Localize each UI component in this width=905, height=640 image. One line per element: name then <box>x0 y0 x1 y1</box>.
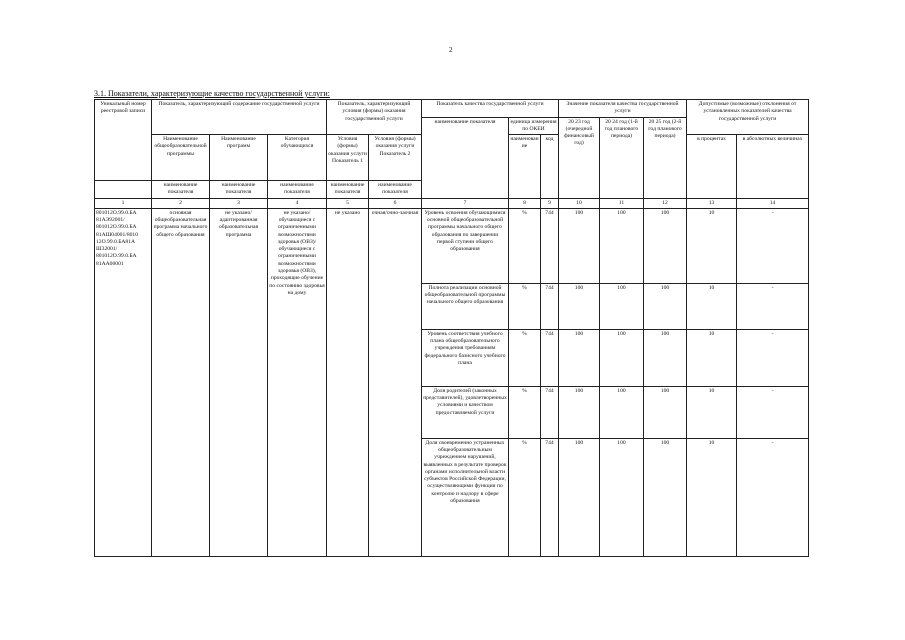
absolute-deviation-cell: - <box>737 438 809 556</box>
column-number: 9 <box>541 198 559 208</box>
indicator-name-label: наименование показателя <box>268 181 327 199</box>
unit-cell: % <box>509 386 541 438</box>
year-1-value-cell: 100 <box>559 438 600 556</box>
unit-cell: % <box>509 329 541 386</box>
header-category: Категория обучающихся <box>268 135 327 181</box>
year-3-value-cell: 100 <box>644 283 687 329</box>
header-indicator-name: наименование показателя <box>422 117 509 198</box>
year-2-value-cell: 100 <box>600 208 644 283</box>
header-cond-1: Условия (формы) оказания услуги Показатель 1 <box>327 135 369 181</box>
year-2-value-cell: 100 <box>600 386 644 438</box>
year-2-value-cell: 100 <box>600 329 644 386</box>
header-in-percent: в процентах <box>687 135 737 199</box>
header-registry-number: Уникальный номер реестровой записи <box>95 100 152 181</box>
unit-code-cell: 744 <box>541 386 559 438</box>
column-number: 12 <box>644 198 687 208</box>
year-3-value-cell: 100 <box>644 208 687 283</box>
indicator-name-cell: Доля родителей (законных представителей), удовлетворенных условиями и качеством предоставляемой услуги <box>422 386 509 438</box>
header-year-3: 20 25 год (2-й год планового периода) <box>644 117 687 198</box>
indicator-name-label: наименование показателя <box>210 181 268 199</box>
absolute-deviation-cell: - <box>737 208 809 283</box>
percent-deviation-cell: 10 <box>687 283 737 329</box>
year-2-value-cell: 100 <box>600 283 644 329</box>
page-number: 2 <box>449 46 453 54</box>
header-content-indicator: Показатель, характеризующий содержание государственной услуги <box>152 100 327 135</box>
header-cond-2: Условия (формы) оказания услуги Показатель 2 <box>369 135 422 181</box>
year-1-value-cell: 100 <box>559 283 600 329</box>
year-2-value-cell: 100 <box>600 438 644 556</box>
header-unit-code: код <box>541 135 559 199</box>
percent-deviation-cell: 10 <box>687 208 737 283</box>
year-3-value-cell: 100 <box>644 438 687 556</box>
indicator-name-label: наименование показателя <box>152 181 210 199</box>
column-number: 6 <box>369 198 422 208</box>
unit-code-cell: 744 <box>541 438 559 556</box>
column-number: 5 <box>327 198 369 208</box>
quality-indicators-table <box>94 99 809 557</box>
column-number: 14 <box>737 198 809 208</box>
header-in-absolute: в абсолютных величинах <box>737 135 809 199</box>
registry-number-cell: 801012О.99.0.БА 81АЭ92001/ 801012О.99.0.БА 81АШ04001/8010 12О.99.0.БА81А Ш32001/ 801012О.99.0.БА 81АА00001 <box>95 208 152 556</box>
table-row <box>95 208 809 283</box>
column-number: 11 <box>600 198 644 208</box>
unit-cell: % <box>509 208 541 283</box>
header-unit-name: наименование <box>509 135 541 199</box>
header-unit: единица измерения по ОКЕИ <box>509 117 559 135</box>
program-name-cell: основная общеобразовательная программа начального общего образования <box>152 208 210 556</box>
header-year-2: 20 24 год (1-й год планового периода) <box>600 117 644 198</box>
header-conditions-indicator: Показатель, характеризующий условия (формы) оказания государственной услуги <box>327 100 422 135</box>
unit-cell: % <box>509 438 541 556</box>
year-1-value-cell: 100 <box>559 329 600 386</box>
indicator-name-cell: Уровень соответствия учебного плана общеобразовательного учреждения требованиям федерального базисного учебного плана <box>422 329 509 386</box>
year-1-value-cell: 100 <box>559 386 600 438</box>
indicator-name-label: наименование показателя <box>327 181 369 199</box>
header-row-1 <box>95 100 809 118</box>
header-program-name: Наименование общеобразовательной программы <box>152 135 210 181</box>
indicator-name-label: наименование показателя <box>369 181 422 199</box>
column-number: 10 <box>559 198 600 208</box>
indicator-name-cell: Доля своевременно устраненных общеобразовательным учреждением нарушений, выявленных в результате проверок органами исполнительной власти субъектов Российской Федерации, осуществляющими функции по контролю и надзору в сфере образования <box>422 438 509 556</box>
condition-1-cell: не указано <box>327 208 369 556</box>
unit-code-cell: 744 <box>541 329 559 386</box>
year-3-value-cell: 100 <box>644 386 687 438</box>
header-allowed-deviations: Допустимые (возможные) отклонения от установленных показателей качества государственной услуги <box>687 100 809 135</box>
header-program-type: Наименование программ <box>210 135 268 181</box>
column-number: 8 <box>509 198 541 208</box>
header-year-1: 20 23 год (очередной финансовый год) <box>559 117 600 198</box>
column-number: 7 <box>422 198 509 208</box>
absolute-deviation-cell: - <box>737 386 809 438</box>
percent-deviation-cell: 10 <box>687 329 737 386</box>
percent-deviation-cell: 10 <box>687 386 737 438</box>
column-number: 13 <box>687 198 737 208</box>
column-number: 4 <box>268 198 327 208</box>
section-title: 3.1. Показатели, характеризующие качество государственной услуги: <box>94 89 330 98</box>
header-quality-indicator: Показатель качества государственной услуги <box>422 100 559 118</box>
year-3-value-cell: 100 <box>644 329 687 386</box>
unit-code-cell: 744 <box>541 208 559 283</box>
category-cell: не указано/ обучающиеся с ограниченными возможностями здоровья (ОВЗ)/обучающиеся с ограниченными возможностями здоровья (ОВЗ), проходящие обучение по состоянию здоровья на дому <box>268 208 327 556</box>
condition-2-cell: очная/очно-заочная <box>369 208 422 556</box>
column-number: 1 <box>95 198 152 208</box>
program-type-cell: не указано/ адаптированная образовательная программа <box>210 208 268 556</box>
absolute-deviation-cell: - <box>737 283 809 329</box>
absolute-deviation-cell: - <box>737 329 809 386</box>
indicator-name-cell: Уровень освоения обучающимися основной общеобразовательной программы начального общего образования по завершении первой ступени общего образования <box>422 208 509 283</box>
year-1-value-cell: 100 <box>559 208 600 283</box>
header-value-indicator: Значение показателя качества государственной услуги <box>559 100 687 118</box>
percent-deviation-cell: 10 <box>687 438 737 556</box>
column-number: 2 <box>152 198 210 208</box>
column-number: 3 <box>210 198 268 208</box>
unit-cell: % <box>509 283 541 329</box>
column-number-row <box>95 198 809 208</box>
unit-code-cell: 744 <box>541 283 559 329</box>
indicator-name-cell: Полнота реализации основной общеобразовательной программы начального общего образования <box>422 283 509 329</box>
